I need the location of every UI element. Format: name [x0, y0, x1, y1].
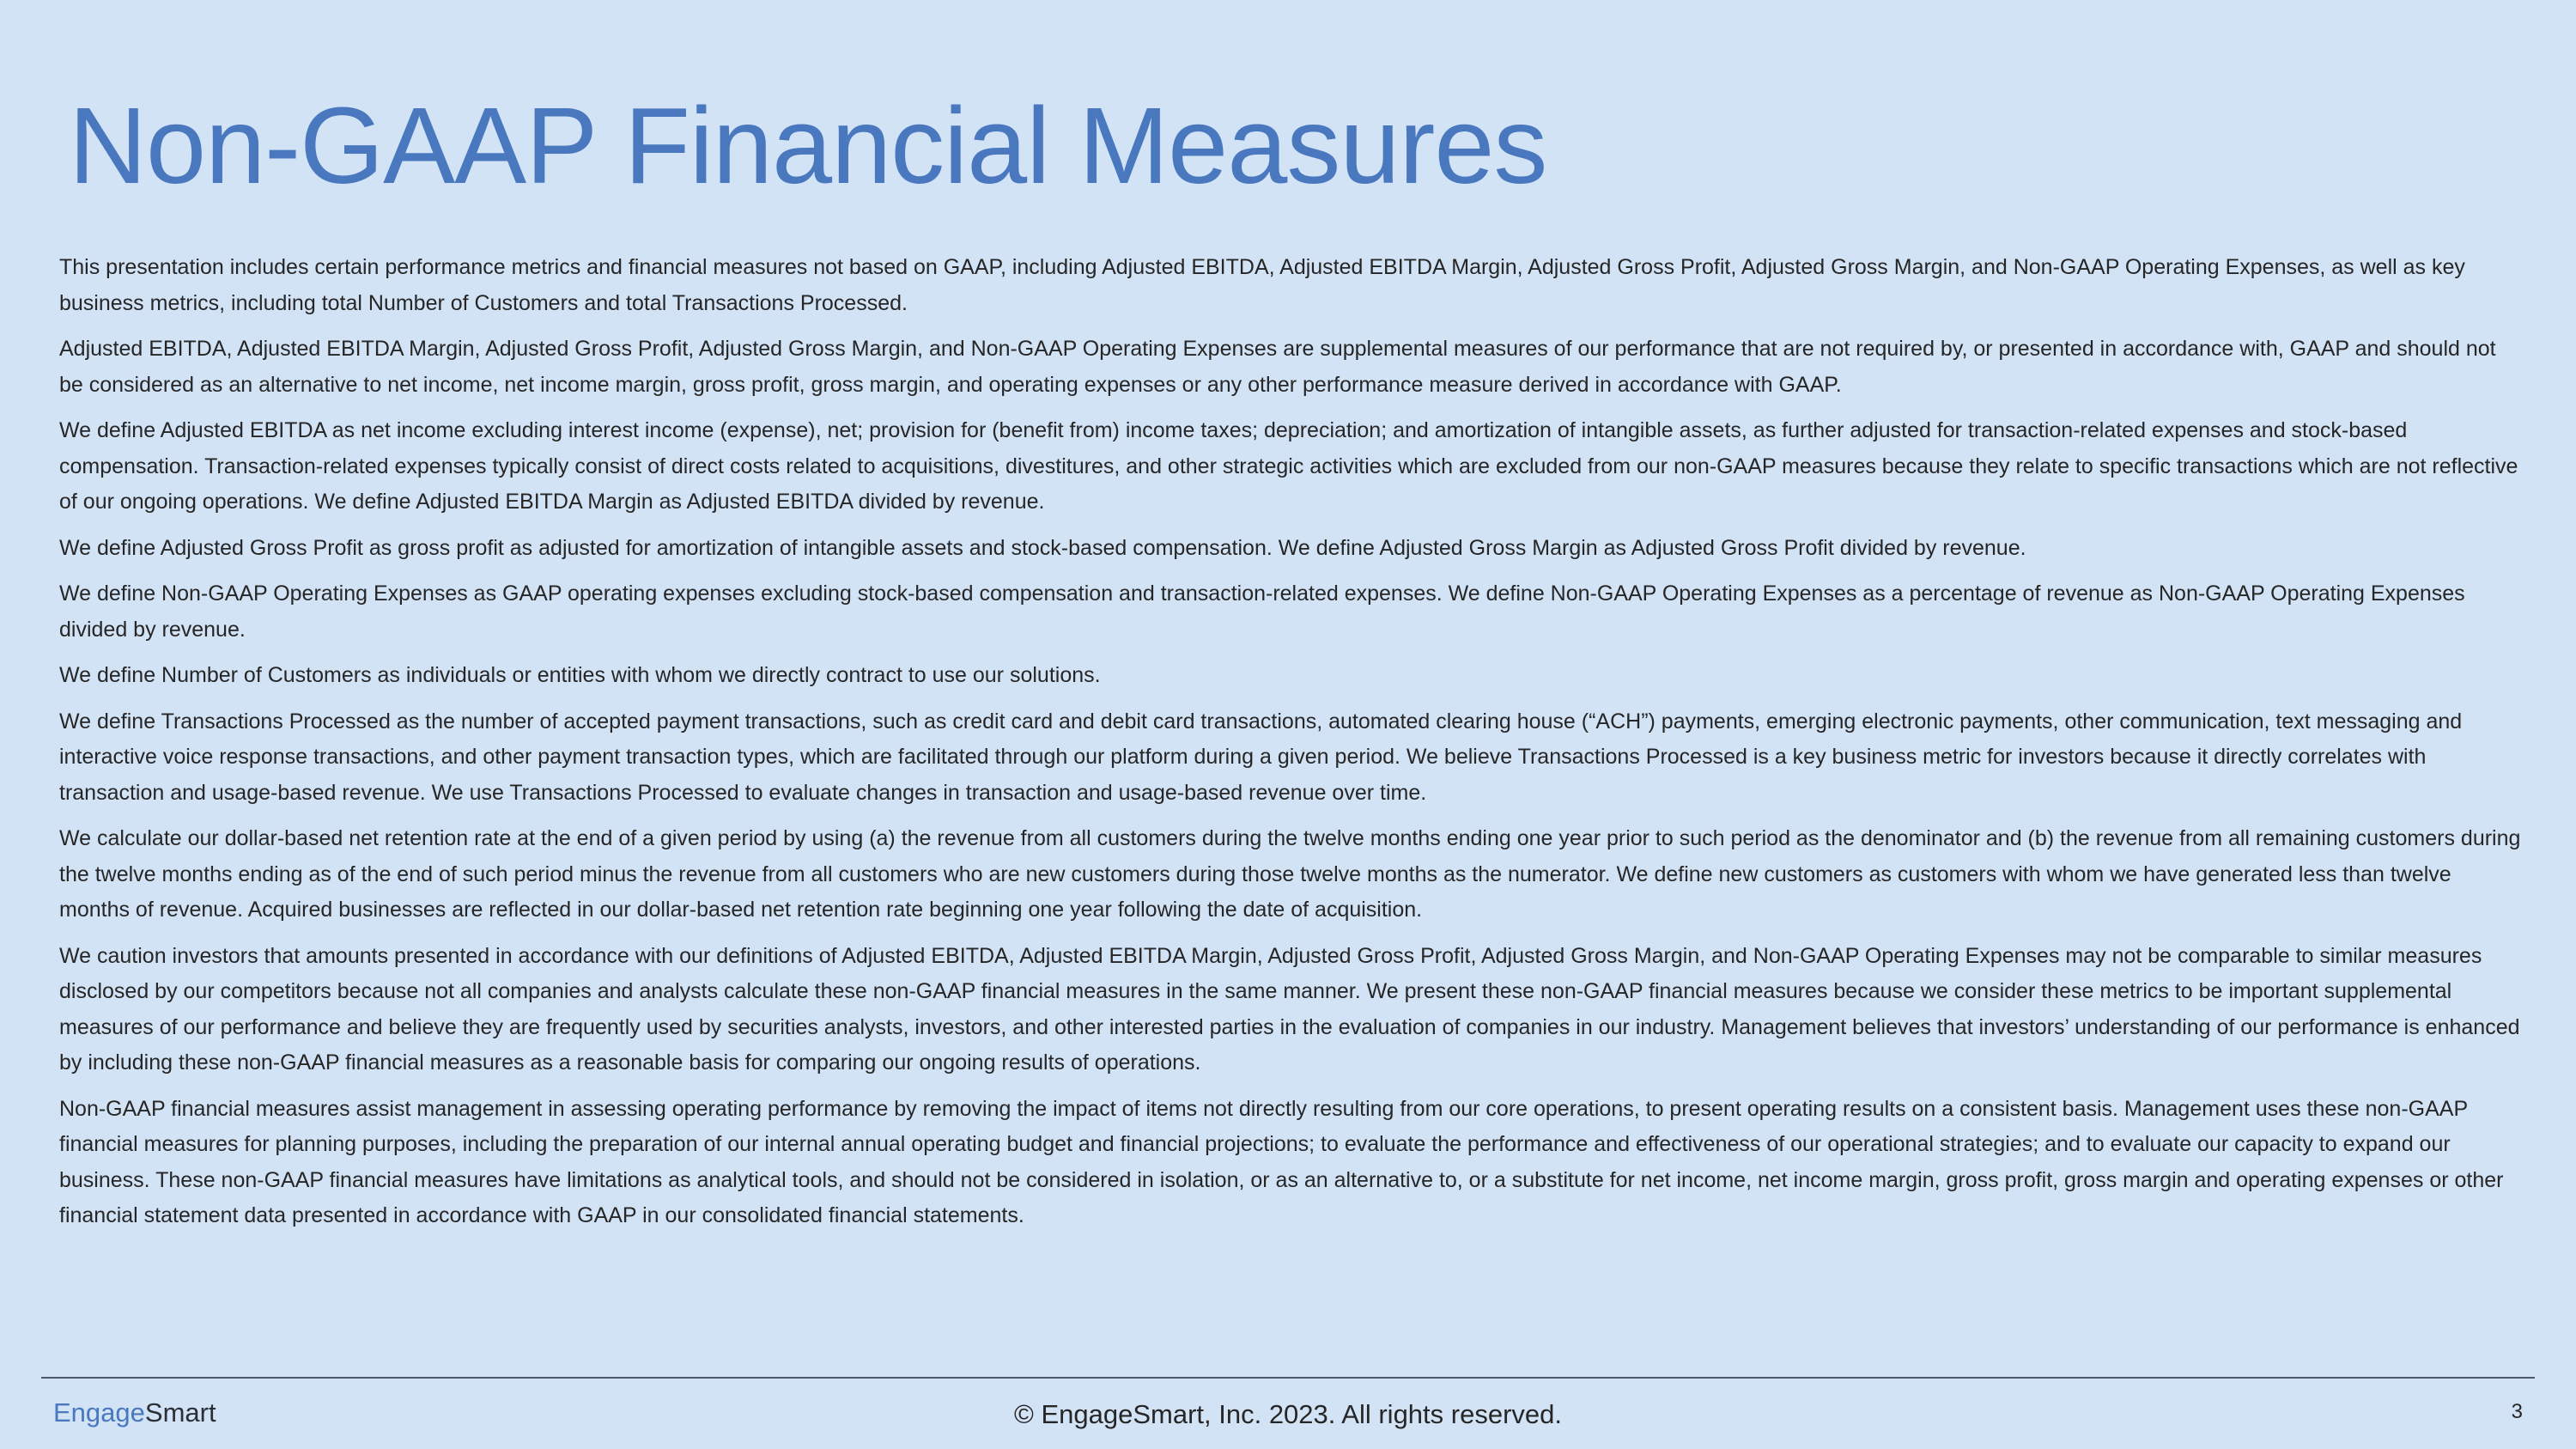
footer-divider	[41, 1377, 2535, 1379]
copyright-notice: © EngageSmart, Inc. 2023. All rights reserved.	[1014, 1399, 1562, 1429]
paragraph-supplemental-measures: Adjusted EBITDA, Adjusted EBITDA Margin, Adjusted Gross Profit, Adjusted Gross Margin, and Non-GAAP Operating Expenses are supplemental measures of our performance that are not required by, or presented in accordance with, GAAP and should not be considered as an alternative to net income, net income margin, gross profit, gross margin, and operating expenses or any other performance measure derived in accordance with GAAP.	[59, 337, 2496, 397]
paragraph-net-retention-rate: We calculate our dollar-based net retention rate at the end of a given period by using (a) the revenue from all customers during the twelve months ending one year prior to such period as the denominator and (b) the revenue from all remaining customers during the twelve months ending as of the end of such period minus the revenue from all customers who are new customers during those twelve months as the numerator. We define new customers as customers with whom we have generated less than twelve months of revenue. Acquired businesses are reflected in our dollar-based net retention rate beginning one year following the date of acquisition.	[59, 826, 2521, 922]
paragraph-caution: We caution investors that amounts presented in accordance with our definitions of Adjusted EBITDA, Adjusted EBITDA Margin, Adjusted Gross Profit, Adjusted Gross Margin, and Non-GAAP Operating Expenses may not be comparable to similar measures disclosed by our competitors because not all companies and analysts calculate these non-GAAP financial measures in the same manner. We present these non-GAAP financial measures because we consider these metrics to be important supplemental measures of our performance and believe they are frequently used by securities analysts, investors, and other interested parties in the evaluation of companies in our industry. Management believes that investors’ understanding of our performance is enhanced by including these non-GAAP financial measures as a reasonable basis for comparing our ongoing results of operations.	[59, 943, 2520, 1075]
logo-text-smart: Smart	[144, 1397, 216, 1428]
paragraph-management-use: Non-GAAP financial measures assist management in assessing operating performance by removing the impact of items not directly resulting from our core operations, to present operating results on a consistent basis. Management uses these non-GAAP financial measures for planning purposes, including the preparation of our internal annual operating budget and financial projections; to evaluate the performance and effectiveness of our operational strategies; and to evaluate our capacity to expand our business. These non-GAAP financial measures have limitations as analytical tools, and should not be considered in isolation, or as an alternative to, or a substitute for net income, net income margin, gross profit, gross margin and operating expenses or other financial statement data presented in accordance with GAAP in our consolidated financial statements.	[59, 1096, 2504, 1227]
paragraph-overview: This presentation includes certain performance metrics and financial measures not based on GAAP, including Adjusted EBITDA, Adjusted EBITDA Margin, Adjusted Gross Profit, Adjusted Gross Margin, and Non-GAAP Operating Expenses, as well as key business metrics, including total Number of Customers and total Transactions Processed.	[59, 255, 2465, 315]
slide-title: Non-GAAP Financial Measures	[69, 85, 1547, 206]
paragraph-non-gaap-opex: We define Non-GAAP Operating Expenses as GAAP operating expenses excluding stock-based compensation and transaction-related expenses. We define Non-GAAP Operating Expenses as a percentage of revenue as Non-GAAP Operating Expenses divided by revenue.	[59, 581, 2465, 642]
paragraph-number-of-customers: We define Number of Customers as individuals or entities with whom we directly contract to use our solutions.	[59, 663, 1101, 687]
page-number: 3	[2511, 1400, 2523, 1423]
paragraph-adjusted-ebitda: We define Adjusted EBITDA as net income excluding interest income (expense), net; provision for (benefit from) income taxes; depreciation; and amortization of intangible assets, as further adjusted for transaction-related expenses and stock-based compensation. Transaction-related expenses typically consist of direct costs related to acquisitions, divestitures, and other strategic activities which are excluded from our non-GAAP measures because they relate to specific transactions which are not reflective of our ongoing operations. We define Adjusted EBITDA Margin as Adjusted EBITDA divided by revenue.	[59, 418, 2518, 514]
logo-text-engage: Engage	[53, 1397, 145, 1428]
paragraph-transactions-processed: We define Transactions Processed as the number of accepted payment transactions, such as credit card and debit card transactions, automated clearing house (“ACH”) payments, emerging electronic payments, other communication, text messaging and interactive voice response transactions, and other payment transaction types, which are facilitated through our platform during a given period. We believe Transactions Processed is a key business metric for investors because it directly correlates with transaction and usage-based revenue. We use Transactions Processed to evaluate changes in transaction and usage-based revenue over time.	[59, 709, 2463, 805]
body-text	[59, 250, 2522, 1245]
paragraph-adjusted-gross-profit: We define Adjusted Gross Profit as gross profit as adjusted for amortization of intangible assets and stock-based compensation. We define Adjusted Gross Margin as Adjusted Gross Profit divided by revenue.	[59, 535, 2026, 560]
